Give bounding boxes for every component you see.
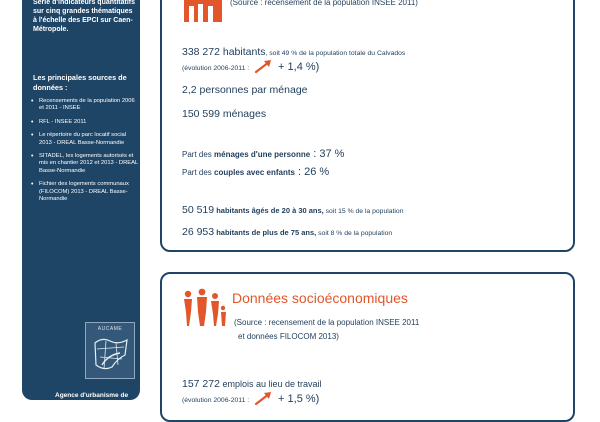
old-value: 26 953 (182, 226, 215, 238)
evolution-label: (évolution 2006-2011 : (182, 65, 250, 72)
old-label: habitants de plus de 75 ans, (214, 228, 317, 237)
young-value: 50 519 (182, 204, 215, 216)
sidebar (22, 0, 140, 400)
source-item: • SITADEL, les logements autorisés et mis en chantier 2012 et 2013 - DREAL Basse-Normandie (31, 153, 139, 175)
source-item: • RFL - INSEE 2011 (31, 119, 139, 126)
growth-arrow-icon (254, 59, 274, 73)
source-line-2: et données FILOCOM 2013) (238, 332, 339, 341)
growth-arrow-icon (254, 391, 274, 405)
logo-text: AUCAME (97, 326, 123, 332)
jobs-label: emplois au lieu de travail (219, 379, 322, 389)
single-label-prefix: Part des (182, 150, 215, 159)
young-line (182, 200, 404, 218)
couples-value: : 26 % (294, 166, 330, 178)
young-label: habitants âgés de 20 à 30 ans, (214, 206, 324, 215)
population-icon (184, 0, 222, 22)
source-line-1: (Source : recensement de la population INSEE 2011 (234, 318, 420, 327)
inhabitants-note: , soit 49 % de la population totale du Calvados (265, 50, 406, 57)
young-note: soit 15 % de la population (323, 208, 404, 215)
households-count: 150 599 ménages (182, 108, 267, 120)
section-title: Données socioéconomiques (232, 290, 408, 306)
single-label: ménages d'une personne (214, 150, 311, 159)
source-note: (Source : recensement de la population INSEE 2011) (230, 0, 418, 7)
agency-label: Agence d'urbanisme de (55, 392, 129, 399)
jobs-evolution-label: (évolution 2006-2011 : (182, 397, 250, 404)
sidebar-intro: Série d'indicateurs quantitatifs sur cinq grandes thématiques à l'échelle des EPCI sur Caen-Métropole. (33, 0, 136, 33)
evolution-close: ) (315, 61, 320, 73)
sources-title: Les principales sources de données : (33, 73, 127, 92)
jobs-evolution-line (182, 389, 319, 407)
source-item: • Recensements de la population 2006 et 2011 - INSEE (31, 98, 139, 113)
demography-panel (160, 0, 575, 252)
jobs-evolution-close: ) (315, 393, 320, 405)
couples-line (182, 162, 329, 180)
couples-label-prefix: Part des (182, 168, 215, 177)
sources-list (31, 98, 139, 209)
single-value: : 37 % (310, 148, 345, 160)
jobs-evolution-value: + 1,5 % (278, 393, 316, 405)
old-note: soit 8 % de la population (316, 230, 393, 237)
inhabitants-value: 338 272 habitants (182, 46, 266, 58)
couples-label: couples avec enfants (214, 168, 295, 177)
old-line (182, 222, 392, 240)
jobs-value: 157 272 (182, 378, 220, 390)
logo-map-icon (92, 335, 130, 375)
evolution-line (182, 57, 319, 75)
source-item: • Fichier des logements communaux (FILOCOM) 2013 - DREAL Basse-Normandie (31, 181, 139, 203)
aucame-logo (85, 322, 135, 379)
source-item: • Le répertoire du parc locatif social 2013 - DREAL Basse-Normandie (31, 132, 139, 147)
persons-per-household: 2,2 personnes par ménage (182, 84, 308, 96)
people-icon (176, 288, 228, 328)
evolution-value: + 1,4 % (278, 61, 316, 73)
single-person-line (182, 144, 344, 162)
